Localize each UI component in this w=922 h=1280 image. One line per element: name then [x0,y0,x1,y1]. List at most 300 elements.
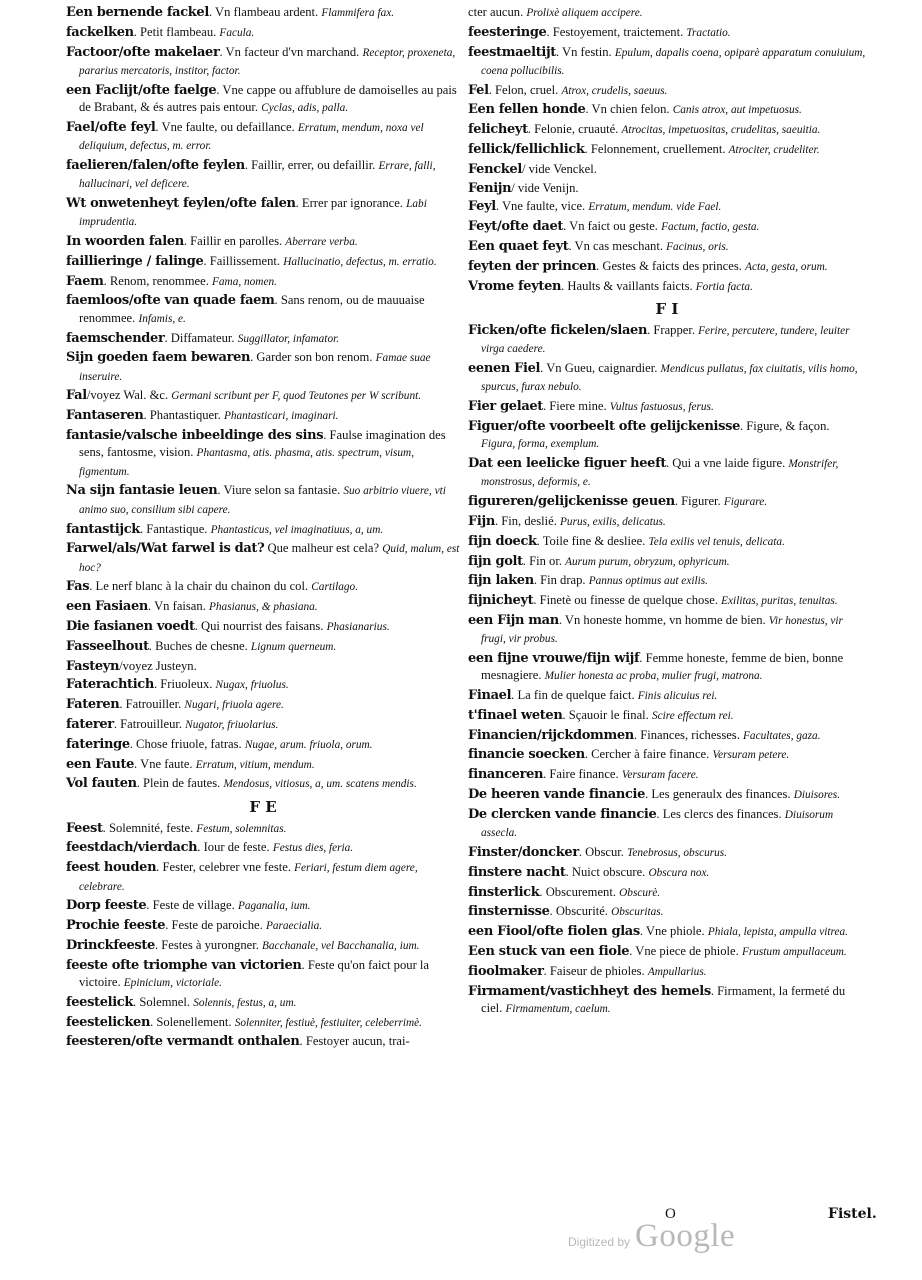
entry-headword: faemloos/ofte van quade faem [66,293,275,309]
dictionary-entry [468,258,866,276]
entry-latin: Acta, gesta, orum. [745,260,828,273]
entry-headword: Fateren [66,697,120,713]
entry-latin: Phiala, lepista, ampulla vitrea. [707,926,848,939]
dictionary-entry [66,292,460,328]
dictionary-entry [468,322,866,359]
entry-french: . Qui nourrist des faisans. [194,619,327,633]
entry-french: . Firmament, la fermeté du ciel. [481,983,846,1015]
entry-latin: Frustum ampullaceum. [741,945,847,958]
dictionary-entry [468,418,866,454]
entry-headword: Fenijn [468,180,512,196]
entry-french: . Vn facteur d'vn marchand. [219,44,363,59]
entry-french: . Fiere mine. [542,399,610,414]
dictionary-entry [468,455,866,492]
dictionary-entry [66,195,460,232]
entry-latin: Tela exilis vel tenuis, delicata. [648,535,785,548]
entry-french: . Femme honeste, femme de bien, bonne mesnagiere. [481,651,844,683]
entry-french: . Finetè ou finesse de quelque chose. [533,593,722,608]
entry-latin: Flammifera fax. [321,7,395,19]
entry-headword: Een stuck van een fiole [468,943,630,959]
entry-latin: Versuram petere. [712,749,790,762]
entry-latin: Diuisorum assecla. [481,808,834,840]
entry-headword: feyten der princen [468,258,597,274]
dictionary-entry [468,82,866,100]
entry-french: . Fatrouiller. [119,697,185,712]
entry-headword: Fantaseren [66,408,144,424]
dictionary-entry [468,180,866,197]
entry-french: . Errer par ignorance. [295,195,407,210]
dictionary-entry [468,884,866,902]
dictionary-entry [66,540,460,577]
entry-latin: Phasianarius. [326,621,390,633]
entry-headword: faillieringe / falinge [66,253,204,269]
dictionary-entry [468,44,866,81]
entry-headword: Vol fauten [66,776,137,792]
dictionary-entry [66,578,460,596]
entry-latin: Cartilago. [311,581,359,594]
entry-french: . Vn honeste homme, vn homme de bien. [558,612,769,627]
dictionary-entry [66,482,460,519]
entry-french: . Vne piece de phiole. [629,943,742,958]
watermark-prefix: Digitized by [568,1235,631,1249]
entry-latin: Phantasticari, imaginari. [223,410,339,423]
dictionary-entry [66,937,460,955]
entry-headword: Fas [66,579,90,595]
entry-headword: financeren [468,767,544,783]
entry-french: . Vn festin. [555,44,615,59]
dictionary-entry [468,24,866,42]
entry-french: cter aucun. [468,5,527,19]
entry-headword: feestmaeltijt [468,44,556,60]
entry-french: . Nuict obscure. [565,864,649,879]
entry-french: . Festoyement, traictement. [546,24,687,39]
entry-headword: Vrome feyten [468,278,562,294]
entry-latin: Scire effectum rei. [651,709,734,722]
entry-latin: Fortia facta. [695,280,753,293]
dictionary-entry [66,618,460,636]
dictionary-entry [66,119,460,156]
entry-french: . Faulse imagination des sens, fantosme, vision. [79,428,446,460]
entry-headword: feestdach/vierdach [66,840,198,856]
entry-latin: Tractatio. [686,26,731,39]
dictionary-entry [66,427,460,481]
dictionary-entry [66,696,460,714]
entry-headword: fackelken [66,24,134,40]
entry-headword: faterer [66,716,114,732]
entry-french: . Buches de chesne. [148,638,251,653]
dictionary-entry [66,4,460,22]
entry-headword: een Faclijt/ofte faelge [66,82,217,98]
entry-french: . Fester, celebrer vne feste. [156,860,295,875]
entry-french: . Obscurement. [539,884,620,899]
entry-french: . Cercher à faire finance. [584,747,713,762]
entry-french: Que malheur est cela? [264,541,383,556]
entry-headword: Feyl [468,199,496,215]
dictionary-entry [66,994,460,1012]
dictionary-entry [66,387,460,405]
dictionary-entry [468,612,866,649]
entry-headword: In woorden falen [66,234,184,250]
dictionary-entry [468,943,866,961]
dictionary-entry [468,592,866,610]
dictionary-entry [66,273,460,291]
entry-latin: Vir honestus, vir frugi, vir probus. [481,614,843,646]
entry-latin: Germani scribunt per F, quod Teutones per W scribunt. [171,390,422,403]
signature-mark: O [665,1206,676,1222]
entry-headword: De clercken vande financie [468,806,657,822]
entry-latin: Obscurè. [619,886,661,899]
entry-french: . Les generaulx des finances. [645,787,794,802]
dictionary-entry [468,746,866,764]
dictionary-entry [66,676,460,694]
entry-headword: fantasie/valsche inbeeldinge des sins [66,428,324,444]
dictionary-entry [468,533,866,551]
entry-headword: feesteringe [468,24,547,40]
entry-headword: fantastijck [66,521,140,537]
google-logo: Google [635,1218,736,1254]
entry-french: . Haults & vaillants faicts. [561,278,696,293]
entry-french: . Friuoleux. [153,677,216,692]
entry-latin: Phantasticus, vel imaginatiuus, a, um. [210,523,384,536]
dictionary-entry [468,238,866,256]
dictionary-entry [468,572,866,590]
entry-latin: Epinicium, victoriale. [123,977,222,990]
dictionary-entry [468,844,866,862]
entry-headword: Fael/ofte feyl [66,119,156,135]
entry-french: . Fatrouilleur. [113,716,186,731]
dictionary-entry [66,233,460,251]
entry-french: . Sans renom, ou de mauuaise renommee. [79,293,425,325]
entry-latin: Nugae, arum. friuola, orum. [244,738,373,751]
entry-latin: Nugator, friuolarius. [185,718,279,731]
entry-french: . Fantastique. [139,521,211,536]
entry-french: . Festoyer aucun, trai- [299,1034,410,1049]
entry-french: . Festes à yurongner. [154,937,262,952]
entry-latin: Purus, exilis, delicatus. [560,515,666,528]
dictionary-entry [66,82,460,118]
entry-latin: Receptor, proxeneta, pararius mercatoris, institor, factor. [79,46,456,77]
entry-french: . Vn faict ou geste. [563,219,662,234]
entry-latin: Ampullarius. [647,965,707,978]
entry-french: / vide Venijn. [511,180,579,195]
dictionary-entry [66,638,460,656]
entry-headword: Een bernende fackel [66,5,209,20]
entry-latin: Obscura nox. [648,866,710,879]
entry-latin: Nugax, friuolus. [215,679,289,692]
entry-french: . Vn cas meschant. [568,239,667,254]
entry-headword: Die fasianen voedt [66,619,195,634]
entry-french: . Iour de feste. [197,840,273,855]
entry-headword: felicheyt [468,122,528,138]
entry-french: /voyez Wal. &c. [86,388,172,403]
entry-french: . Obscurité. [549,904,612,919]
dictionary-entry [468,4,866,22]
entry-headword: Fenckel [468,161,522,177]
dictionary-entry [66,330,460,348]
dictionary-entry [66,897,460,915]
entry-french: . La fin de quelque faict. [511,688,638,703]
entry-french: . Renom, renommee. [103,273,212,288]
dictionary-entry [66,253,460,271]
entry-french: . Garder son bon renom. [250,350,376,365]
dictionary-entry [66,1033,460,1050]
section-heading: F I [655,299,679,318]
entry-headword: t'finael weten [468,707,563,723]
dictionary-entry [66,716,460,734]
dictionary-entry [468,806,866,843]
entry-latin: Erratum, vitium, mendum. [195,758,315,771]
google-watermark [568,1218,735,1255]
entry-headword: Drinckfeeste [66,937,155,953]
entry-headword: feestelick [66,994,134,1010]
entry-latin: Prolixè aliquem accipere. [526,7,643,19]
dictionary-entry [66,521,460,539]
entry-headword: eenen Fiel [468,361,541,377]
entry-headword: finsterlick [468,884,540,900]
entry-latin: Cyclas, adis, palla. [261,101,349,114]
entry-french: . Frapper. [647,322,699,337]
entry-latin: Solennis, festus, a, um. [193,996,297,1009]
entry-headword: feestelicken [66,1014,151,1030]
entry-french: . Faiseur de phioles. [543,963,648,978]
dictionary-entry [468,766,866,784]
dictionary-entry [66,820,460,838]
entry-latin: Figurare. [723,496,768,509]
entry-french: /voyez Justeyn. [119,658,197,673]
entry-headword: faemschender [66,330,165,346]
right-column [468,4,866,1020]
entry-latin: Hallucinatio, defectus, m. erratio. [283,255,437,268]
entry-french: . Sçauoir le final. [562,707,652,722]
entry-headword: fijn golt [468,553,523,569]
dictionary-entry [468,707,866,725]
entry-headword: Faterachtich [66,677,154,693]
entry-french: . Vne faulte, ou defaillance. [155,119,298,134]
entry-headword: Na sijn fantasie leuen [66,483,218,499]
entry-headword: faelieren/falen/ofte feylen [66,157,245,173]
entry-headword: Factoor/ofte makelaer [66,44,220,60]
entry-french: . Feste de village. [146,898,238,913]
entry-latin: Factum, factio, gesta. [661,221,760,234]
entry-french: . Figurer. [674,494,724,509]
entry-latin: Bacchanale, vel Bacchanalia, ium. [262,939,420,952]
dictionary-entry [468,687,866,705]
dictionary-entry [468,141,866,159]
entry-headword: een fijne vrouwe/fijn wijf [468,651,640,666]
entry-latin: Famae suae inseruire. [79,352,431,383]
dictionary-entry [66,756,460,774]
entry-french: . Vn chien felon. [585,102,673,117]
entry-latin: Atrocitas, impetuositas, crudelitas, saeuitia. [621,124,821,137]
dictionary-entry [468,218,866,236]
entry-headword: feesteren/ofte vermandt onthalen [66,1034,300,1050]
entry-latin: Errare, falli, hallucinari, vel deficere. [79,159,436,191]
entry-french: . Gestes & faicts des princes. [596,258,746,273]
entry-latin: Tenebrosus, obscurus. [627,846,728,859]
dictionary-entry [66,407,460,425]
entry-headword: Farwel/als/Wat farwel is dat? [66,541,265,557]
entry-french: . Vne phiole. [639,924,708,939]
entry-latin: Diuisores. [793,789,841,802]
entry-latin: Epulum, dapalis coena, opiparè apparatum conuiuium, coena pollucibilis. [481,46,866,77]
entry-french: . Viure selon sa fantasie. [217,483,344,498]
entry-headword: een Faute [66,756,135,772]
entry-headword: figureren/gelijckenisse geuen [468,494,675,510]
entry-latin: Canis atrox, aut impetuosus. [672,104,802,117]
entry-headword: fioolmaker [468,963,544,979]
entry-headword: Prochie feeste [66,918,166,934]
entry-french: . Fin drap. [533,573,589,588]
entry-french: . Vn faisan. [148,599,209,614]
entry-latin: Facultates, gaza. [743,729,821,742]
entry-latin: Quid, malum, est hoc? [79,543,460,574]
entry-latin: Solenniter, festiuè, festiuiter, celeberrimè. [234,1016,423,1029]
entry-headword: fijn doeck [468,533,537,549]
entry-french: . Obscur. [578,844,628,859]
dictionary-entry [468,650,866,686]
entry-latin: Nugari, friuola agere. [184,699,284,712]
entry-headword: Dat een leelicke figuer heeft [468,456,666,472]
entry-latin: Atrox, crudelis, saeuus. [561,84,668,97]
entry-latin: Feriari, festum diem agere, celebrare. [79,862,418,893]
entry-latin: Pannus optimus aut exilis. [588,575,708,588]
entry-french: . Vne faute. [134,756,196,771]
dictionary-entry [66,775,460,793]
entry-french: . Plein de fautes. [136,776,224,791]
entry-french: . Toile fine & desliee. [536,533,649,548]
entry-headword: fateringe [66,736,130,752]
dictionary-entry [468,360,866,397]
entry-headword: een Fiool/ofte fiolen glas [468,924,640,940]
entry-latin: Firmamentum, caelum. [505,1002,611,1015]
entry-headword: Finael [468,688,512,704]
section-heading: F E [249,797,277,816]
dictionary-entry [468,101,866,119]
entry-headword: Ficken/ofte fickelen/slaen [468,322,648,338]
entry-french: . Figure, & façon. [740,418,830,433]
dictionary-entry [468,553,866,571]
entry-headword: Fel [468,82,489,98]
dictionary-entry [468,198,866,216]
entry-french: . Faillissement. [203,253,284,268]
entry-french: . Felonie, cruauté. [527,122,622,137]
entry-headword: Faem [66,273,104,289]
entry-french: . Les clercs des finances. [656,806,785,821]
entry-headword: Dorp feeste [66,898,147,914]
entry-latin: Paganalia, ium. [237,900,311,913]
entry-headword: een Fijn man [468,612,559,628]
entry-headword: Finster/doncker [468,844,579,860]
entry-latin: Phasianus, & phasiana. [209,601,318,614]
dictionary-entry [66,349,460,386]
entry-french: . Felonnement, cruellement. [584,142,729,157]
entry-french: . Solenellement. [150,1014,235,1029]
entry-latin: Mendicus pullatus, fax ciuitatis, vilis homo, spurcus, furax nebulo. [481,363,858,394]
entry-french: . Chose friuole, fatras. [129,736,245,751]
entry-headword: Fasteyn [66,658,120,674]
entry-latin: Phantasma, atis. phasma, atis. spectrum, visum, figmentum. [79,447,415,478]
entry-headword: Fijn [468,513,495,529]
entry-french: / vide Venckel. [521,161,597,176]
entry-french: . Vn flambeau ardent. [208,5,322,19]
dictionary-entry [66,917,460,935]
entry-headword: fijn laken [468,573,534,589]
dictionary-entry [468,923,866,941]
entry-latin: Vultus fastuosus, ferus. [609,401,714,414]
entry-latin: Obscuritas. [611,906,664,919]
entry-french: . Fin, deslié. [494,513,561,528]
entry-french: . Le nerf blanc à la chair du chainon du col. [89,579,312,594]
dictionary-entry [468,278,866,296]
entry-french: . Petit flambeau. [133,24,220,39]
dictionary-entry [468,727,866,745]
entry-headword: finsternisse [468,904,550,920]
entry-latin: Lignum querneum. [250,640,337,653]
dictionary-entry [66,957,460,993]
entry-headword: feest houden [66,860,157,876]
dictionary-entry [66,1014,460,1032]
entry-headword: Firmament/vastichheyt des hemels [468,983,711,999]
entry-latin: Atrociter, crudeliter. [728,144,820,157]
dictionary-entry [468,493,866,511]
dictionary-entry [66,859,460,896]
entry-latin: Facinus, oris. [666,241,729,254]
entry-headword: Figuer/ofte voorbeelt ofte gelijckenisse [468,418,740,434]
entry-headword: Wt onwetenheyt feylen/ofte falen [66,195,296,211]
entry-latin: Erratum, mendum, noxa vel deliquium, defectus, m. error. [79,121,424,153]
entry-latin: Exilitas, puritas, tenuitas. [721,595,838,608]
dictionary-entry [468,786,866,804]
entry-french: . Solemnel. [133,994,194,1009]
entry-latin: Ferire, percutere, tundere, leuiter virga caedere. [481,324,850,356]
catchword: Fistel. [828,1206,877,1222]
entry-french: . Feste qu'on faict pour la victoire. [79,957,430,990]
entry-french: . Diffamateur. [164,330,238,345]
entry-latin: Festum, solemnitas. [196,822,287,835]
dictionary-entry [468,963,866,981]
entry-french: . Felon, cruel. [488,82,562,97]
entry-french: . Qui a vne laide figure. [665,456,789,471]
entry-headword: Feest [66,820,103,836]
entry-french: . Solemnité, feste. [102,820,197,835]
entry-french: . Faillir, errer, ou defaillir. [244,157,379,172]
entry-headword: Fal [66,388,87,404]
entry-headword: fijnicheyt [468,593,534,609]
entry-french: . Fin or. [522,553,566,568]
entry-latin: Facula. [219,26,255,39]
entry-headword: Fier gelaet [468,399,543,415]
entry-french: . Vne cappe ou affublure de damoiselles au pais de Brabant, & és autres pais entour. [79,82,457,114]
entry-french: . Vne faulte, vice. [495,199,589,214]
entry-latin: Erratum, mendum. vide Fael. [588,201,722,214]
entry-latin: Labi imprudentia. [79,197,427,229]
entry-french: . Feste de paroiche. [165,918,266,933]
entry-headword: een Fasiaen [66,599,149,615]
dictionary-entry [468,398,866,416]
left-column [66,4,460,1052]
entry-latin: Suggillator, infamator. [237,332,340,345]
dictionary-entry [66,157,460,194]
dictionary-entry [66,839,460,857]
entry-french: . Faillir en parolles. [183,234,286,249]
entry-headword: Een quaet feyt [468,239,569,255]
entry-headword: Sijn goeden faem bewaren [66,350,251,366]
entry-latin: Aberrare verba. [285,236,358,249]
entry-headword: Feyt/ofte daet [468,219,564,235]
dictionary-entry [468,903,866,921]
dictionary-entry [66,736,460,754]
entry-french: . Vn Gueu, caignardier. [540,361,661,376]
